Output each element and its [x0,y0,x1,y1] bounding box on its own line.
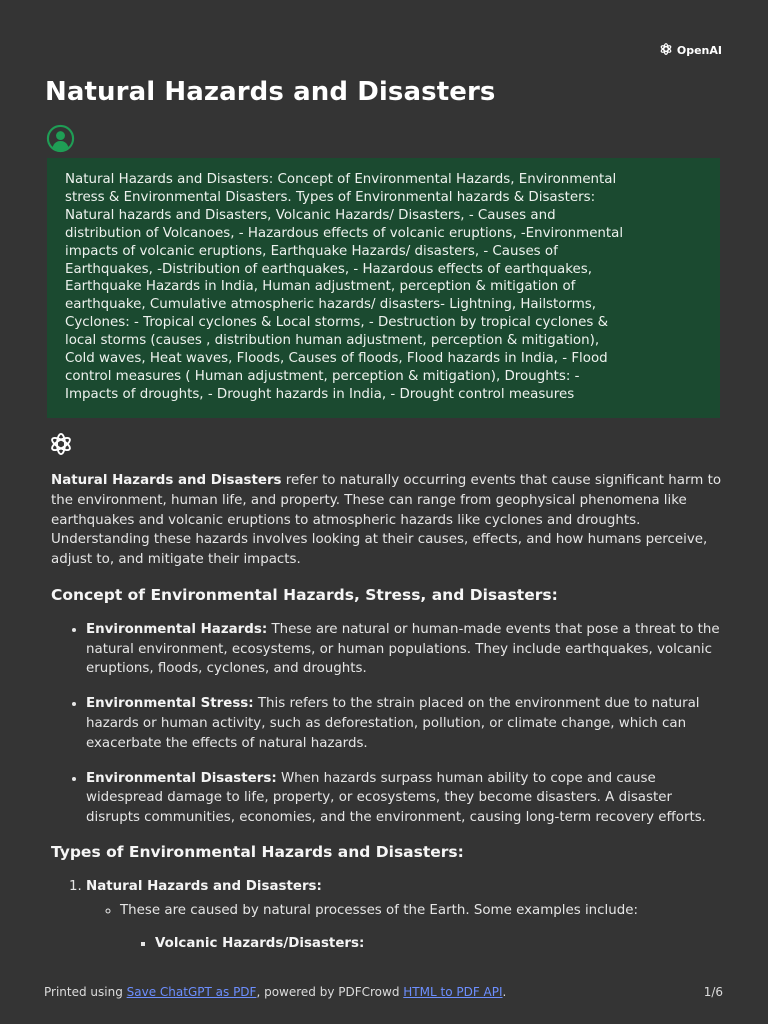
types-list [51,877,723,954]
list-item-text: This refers to the strain placed on the environment due to natural hazards or human activity, such as deforestation, pollution, or climate change, which can exacerbate the effects of natural hazards. [86,696,700,751]
list-item-term: Environmental Stress: [86,696,254,712]
openai-logo-icon [658,41,674,60]
footer-prefix: Printed using [44,985,127,999]
list-item [86,694,723,753]
section-heading-types: Types of Environmental Hazards and Disasters: [51,842,464,861]
assistant-answer [51,471,723,954]
brand-logo [658,41,722,60]
chatgpt-logo-icon [47,430,75,458]
list-item-term: Environmental Hazards: [86,621,268,637]
list-item-term: Natural Hazards and Disasters: [86,878,322,894]
intro-paragraph [51,471,723,570]
section-heading-concept: Concept of Environmental Hazards, Stress, and Disasters: [51,585,558,604]
user-avatar-icon [46,124,75,153]
footer-middle: , powered by PDFCrowd [256,985,404,999]
user-prompt-text: Natural Hazards and Disasters: Concept of Environmental Hazards, Environmental stress & Environmental Disasters. Types of Environmental hazards & Disasters: Natural hazards and Disasters, Volcanic Hazards/ Disasters, - Causes and distribution of Volcanoes, - Hazardous effects of volcanic eruptions, -Environmental impacts of volcanic eruptions, Earthquake Hazards/ disasters, - Causes of Earthquakes, -Distribution of earthquakes, - Hazardous effects of earthquakes, Earthquake Hazards in India, Human adjustment, perception & mitigation of earthquake, Cumulative atmospheric hazards/ disasters- Lightning, Hailstorms, Cyclones: - Tropical cyclones & Local storms, - Destruction by tropical cyclones & local storms (causes , distribution human adjustment, perception & mitigation), Cold waves, Heat waves, Floods, Causes of floods, Flood hazards in India, - Flood control measures ( Human adjustment, perception & mitigation), Droughts: - Impacts of droughts, - Drought hazards in India, - Drought control measures [65,172,624,402]
footer [44,985,506,999]
list-item [86,877,723,954]
list-item-text: These are natural or human-made events that pose a threat to the natural environment, ecosystems, or human populations. They include earthquakes, volcanic eruptions, floods, cyclones, and droughts. [86,621,720,677]
list-item [155,934,723,954]
list-item [120,901,723,955]
list-item-text: These are caused by natural processes of the Earth. Some examples include: [120,902,638,918]
list-item-text: When hazards surpass human ability to cope and cause widespread damage to life, property, or ecosystems, they become disasters. A disaster disrupts communities, economies, and the environment, causing long-term recovery efforts. [86,770,706,826]
concept-list [51,620,723,828]
intro-text: refer to naturally occurring events that cause significant harm to the environment, human life, and property. These can range from geophysical phenomena like earthquakes and volcanic eruptions to atmospheric hazards like cyclones and droughts. Understanding these hazards involves looking at their causes, effects, and how humans perceive, adjust to, and mitigate their impacts. [51,473,722,568]
list-item-term: Volcanic Hazards/Disasters: [155,936,365,952]
list-item-term: Environmental Disasters: [86,770,277,786]
list-item [86,769,723,828]
page-number: 1/6 [703,985,723,999]
intro-bold: Natural Hazards and Disasters [51,473,282,488]
sub-list [86,901,723,955]
save-chatgpt-pdf-link[interactable]: Save ChatGPT as PDF [126,985,257,999]
sub-sub-list [120,934,723,954]
page-title: Natural Hazards and Disasters [45,77,496,107]
html-to-pdf-api-link[interactable]: HTML to PDF API [403,985,503,999]
footer-suffix: . [502,985,507,999]
list-item [86,620,723,679]
user-prompt-box [47,158,720,418]
brand-name: OpenAI [676,44,722,57]
